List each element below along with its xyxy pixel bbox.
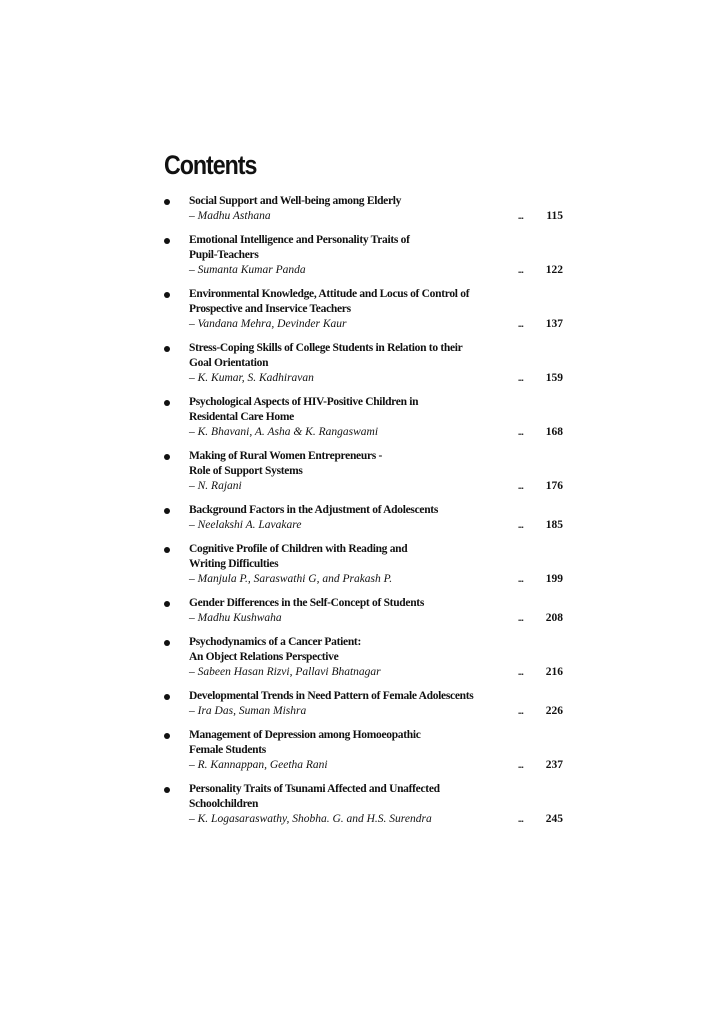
entry-title: Psychological Aspects of HIV-Positive Children in [189,396,419,408]
page-title: Contents [164,150,257,180]
entry-title: Cognitive Profile of Children with Reading and [189,543,408,555]
entry-title: Social Support and Well-being among Elderly [189,195,402,207]
entry-authors: – Sumanta Kumar Panda [189,264,306,276]
bullet-icon [164,694,170,700]
entry-authors: – Neelakshi A. Lavakare [189,519,302,531]
leader-dots: ... [518,373,524,383]
entry-title: Residental Care Home [189,411,294,423]
bullet-icon [164,601,170,607]
entry-page-number: 208 [545,612,563,624]
entry-authors: – Ira Das, Suman Mishra [189,705,307,717]
entry-title: Role of Support Systems [189,465,303,477]
bullet-icon [164,454,170,460]
entry-title: Developmental Trends in Need Pattern of Female Adolescents [189,690,474,702]
entry-page-number: 199 [545,573,563,585]
entry-page-number: 115 [546,210,563,222]
entry-title: Environmental Knowledge, Attitude and Locus of Control of [189,288,470,300]
entry-title: Schoolchildren [189,798,259,810]
entry-title: Prospective and Inservice Teachers [189,303,351,315]
leader-dots: ... [518,706,524,716]
entry-page-number: 168 [545,426,563,438]
entry-authors: – Madhu Asthana [189,210,271,222]
bullet-icon [164,640,170,646]
leader-dots: ... [518,211,524,221]
bullet-icon [164,787,170,793]
bullet-icon [164,508,170,514]
entry-authors: – Madhu Kushwaha [189,612,282,624]
entry-page-number: 159 [545,372,563,384]
entry-title: Background Factors in the Adjustment of Adolescents [189,504,438,516]
entry-authors: – Sabeen Hasan Rizvi, Pallavi Bhatnagar [189,666,381,678]
bullet-icon [164,346,170,352]
entry-page-number: 122 [545,264,563,276]
entry-authors: – K. Logasaraswathy, Shobha. G. and H.S. Surendra [189,813,432,825]
bullet-icon [164,238,170,244]
bullet-icon [164,733,170,739]
entry-title: Making of Rural Women Entrepreneurs - [189,450,383,462]
entry-title: Management of Depression among Homoeopathic [189,729,421,741]
leader-dots: ... [518,574,524,584]
entry-title: Gender Differences in the Self-Concept of Students [189,597,424,609]
entry-title: Stress-Coping Skills of College Students in Relation to their [189,342,463,354]
bullet-icon [164,199,170,205]
leader-dots: ... [518,265,524,275]
entry-page-number: 226 [545,705,563,717]
entry-title: Pupil-Teachers [189,249,259,261]
leader-dots: ... [518,613,524,623]
leader-dots: ... [518,520,524,530]
entry-title: Psychodynamics of a Cancer Patient: [189,636,361,648]
entry-title: Female Students [189,744,266,756]
entry-page-number: 216 [545,666,563,678]
entry-authors: – Manjula P., Saraswathi G, and Prakash P. [189,573,393,585]
entry-page-number: 245 [545,813,563,825]
entry-page-number: 176 [545,480,563,492]
leader-dots: ... [518,760,524,770]
entry-page-number: 137 [545,318,563,330]
bullet-icon [164,547,170,553]
leader-dots: ... [518,319,524,329]
entry-authors: – K. Kumar, S. Kadhiravan [189,372,314,384]
entry-title: Goal Orientation [189,357,269,369]
leader-dots: ... [518,427,524,437]
entry-authors: – R. Kannappan, Geetha Rani [189,759,328,771]
bullet-icon [164,400,170,406]
entry-title: Personality Traits of Tsunami Affected and Unaffected [189,783,440,795]
entry-authors: – K. Bhavani, A. Asha & K. Rangaswami [189,426,379,438]
entry-page-number: 237 [545,759,563,771]
leader-dots: ... [518,814,524,824]
entry-title: Writing Difficulties [189,558,279,570]
leader-dots: ... [518,481,524,491]
entry-title: Emotional Intelligence and Personality Traits of [189,234,410,246]
entry-authors: – Vandana Mehra, Devinder Kaur [189,318,347,330]
entry-title: An Object Relations Perspective [189,651,339,663]
entry-page-number: 185 [545,519,563,531]
bullet-icon [164,292,170,298]
leader-dots: ... [518,667,524,677]
entry-authors: – N. Rajani [189,480,242,492]
